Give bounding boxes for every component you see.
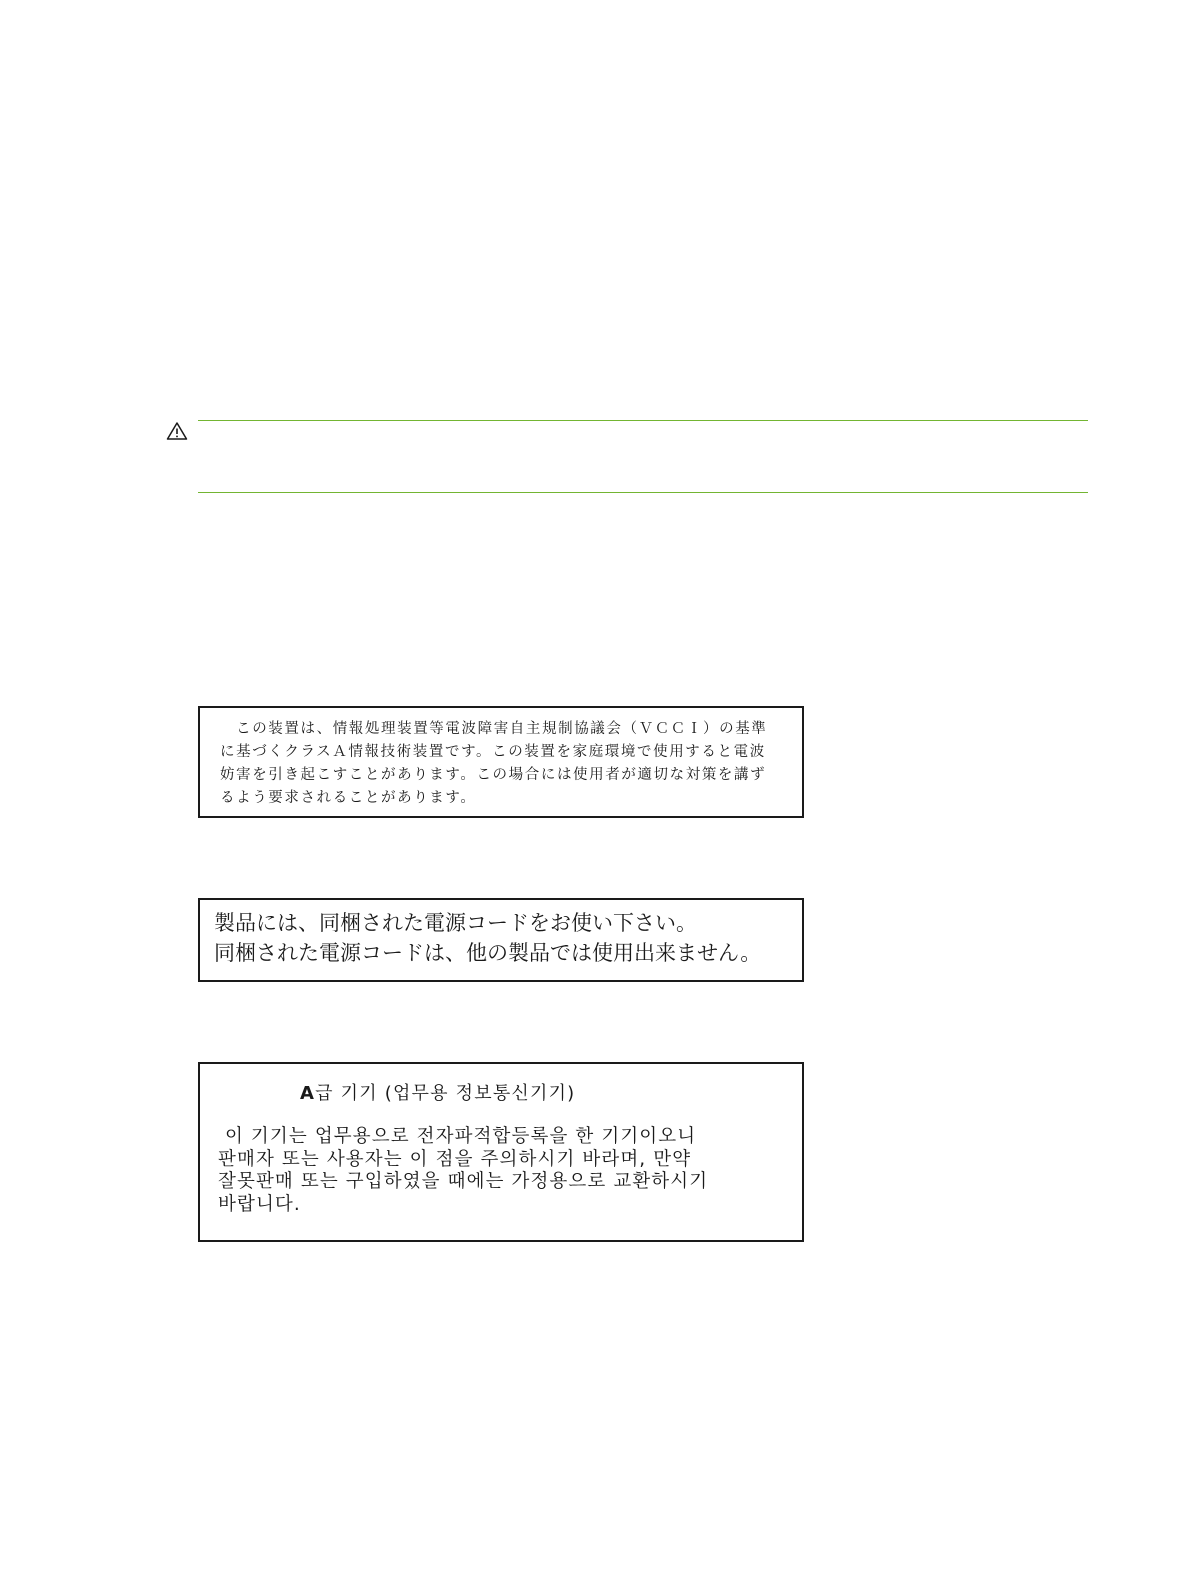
korea-notice-title-text: 급 기기 (업무용 정보통신기기) <box>315 1083 576 1104</box>
vcci-notice-text: この装置は、情報処理装置等電波障害自主規制協議会（ＶＣＣＩ）の基準 に基づくクラスＡ情報技術装置です。この装置を家庭環境で使用すると電波 妨害を引き起こすことがあります。この場合には使用者が適切な対策を講ず るよう要求されることがあります。 <box>220 721 768 806</box>
power-cord-notice-line-1: 製品には、同梱された電源コードをお使い下さい。 <box>214 911 697 935</box>
korea-notice-title <box>300 1082 792 1106</box>
warning-triangle-icon <box>166 421 188 441</box>
power-cord-notice-box <box>198 898 804 982</box>
power-cord-notice-line-2: 同梱された電源コードは、他の製品では使用出来ません。 <box>214 941 762 965</box>
korea-notice-box <box>198 1062 804 1242</box>
vcci-notice-box <box>198 706 804 818</box>
caution-bottom-rule <box>198 492 1088 493</box>
caution-top-rule <box>198 420 1088 421</box>
korea-class-a-mark: A <box>300 1083 316 1104</box>
korea-notice-body: 이 기기는 업무용으로 전자파적합등록을 한 기기이오니 판매자 또는 사용자는 이 점을 주의하시기 바라며, 만약 잘못판매 또는 구입하였을 때에는 가정용으로 교환하시기 바랍니다. <box>218 1126 709 1215</box>
